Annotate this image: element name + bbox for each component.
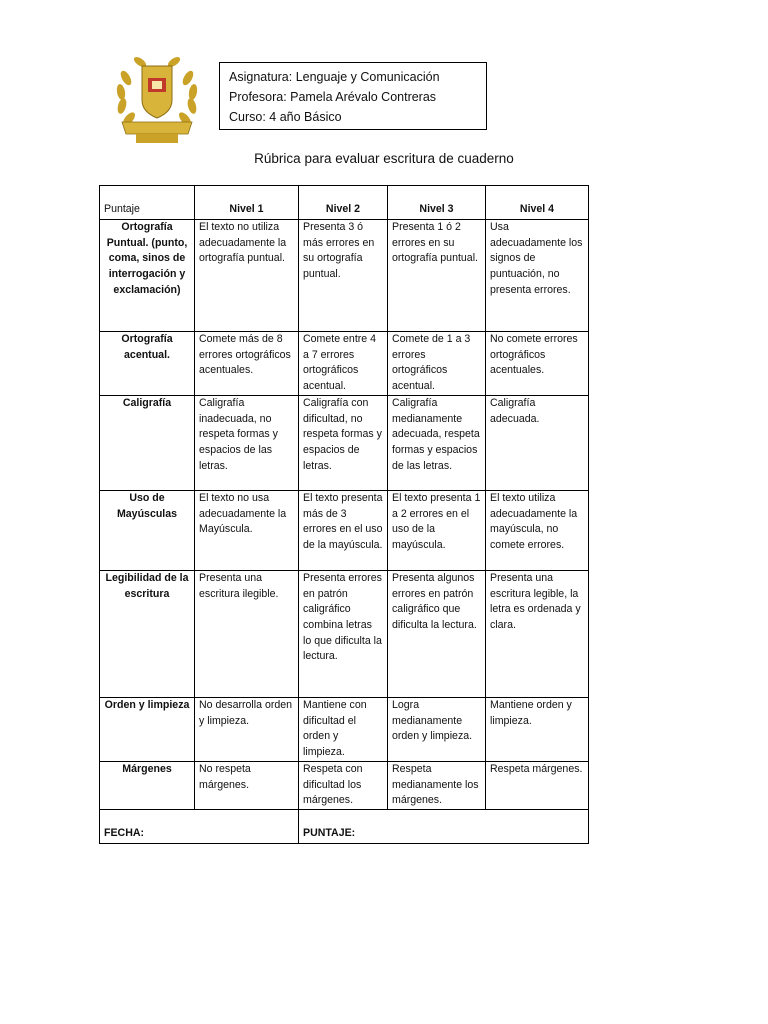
level-cell: Presenta errores en patrón caligráfico combina letras lo que dificulta la lectura. <box>299 570 388 697</box>
level-cell: Caligrafía inadecuada, no respeta formas y espacios de las letras. <box>195 395 299 490</box>
level-cell: Comete entre 4 a 7 errores ortográficos acentual. <box>299 332 388 396</box>
criterion-cell: Ortografía acentual. <box>100 332 195 396</box>
score-header: Puntaje <box>100 186 195 220</box>
level-cell: Presenta 3 ó más errores en su ortografía puntual. <box>299 220 388 332</box>
level-cell: El texto presenta 1 a 2 errores en el uso de la mayúscula. <box>388 490 486 570</box>
level-cell: Mantiene con dificultad el orden y limpieza. <box>299 697 388 761</box>
level-3-header: Nivel 3 <box>388 186 486 220</box>
teacher-line: Profesora: Pamela Arévalo Contreras <box>229 90 437 104</box>
table-row <box>100 395 589 490</box>
table-footer-row <box>100 809 589 843</box>
course-info-box <box>219 62 487 130</box>
criterion-cell: Ortografía Puntual. (punto, coma, sinos de interrogación y exclamación) <box>100 220 195 332</box>
level-cell: El texto no utiliza adecuadamente la ortografía puntual. <box>195 220 299 332</box>
level-cell: Comete de 1 a 3 errores ortográficos acentual. <box>388 332 486 396</box>
level-cell: Presenta 1 ó 2 errores en su ortografía puntual. <box>388 220 486 332</box>
subject-line: Asignatura: Lenguaje y Comunicación <box>229 70 440 84</box>
table-row <box>100 490 589 570</box>
document-title-text: Rúbrica para evaluar escritura de cuaderno <box>254 151 514 166</box>
level-cell: Presenta algunos errores en patrón caligráfico que dificulta la lectura. <box>388 570 486 697</box>
laurel-shield-icon <box>112 48 202 144</box>
level-cell: Presenta una escritura ilegible. <box>195 570 299 697</box>
criterion-cell: Legibilidad de la escritura <box>100 570 195 697</box>
level-cell: Mantiene orden y limpieza. <box>486 697 589 761</box>
level-1-header: Nivel 1 <box>195 186 299 220</box>
score-field: PUNTAJE: <box>299 809 589 843</box>
table-header-row <box>100 186 589 220</box>
level-cell: Usa adecuadamente los signos de puntuación, no presenta errores. <box>486 220 589 332</box>
level-4-header: Nivel 4 <box>486 186 589 220</box>
level-cell: Presenta una escritura legible, la letra es ordenada y clara. <box>486 570 589 697</box>
level-cell: Comete más de 8 errores ortográficos acentuales. <box>195 332 299 396</box>
date-field: FECHA: <box>100 809 299 843</box>
level-cell: Respeta con dificultad los márgenes. <box>299 761 388 809</box>
criterion-cell: Uso de Mayúsculas <box>100 490 195 570</box>
table-row <box>100 761 589 809</box>
table-row <box>100 220 589 332</box>
level-cell: Respeta márgenes. <box>486 761 589 809</box>
criterion-cell: Caligrafía <box>100 395 195 490</box>
table-row <box>100 697 589 761</box>
level-cell: Logra medianamente orden y limpieza. <box>388 697 486 761</box>
course-line: Curso: 4 año Básico <box>229 110 342 124</box>
criterion-cell: Márgenes <box>100 761 195 809</box>
school-logo <box>112 48 202 144</box>
level-cell: Caligrafía medianamente adecuada, respeta formas y espacios de las letras. <box>388 395 486 490</box>
rubric-table <box>99 185 589 844</box>
criterion-cell: Orden y limpieza <box>100 697 195 761</box>
table-row <box>100 332 589 396</box>
level-cell: El texto no usa adecuadamente la Mayúscula. <box>195 490 299 570</box>
level-cell: No desarrolla orden y limpieza. <box>195 697 299 761</box>
level-cell: No respeta márgenes. <box>195 761 299 809</box>
level-cell: Respeta medianamente los márgenes. <box>388 761 486 809</box>
document-title <box>0 151 768 166</box>
level-cell: No comete errores ortográficos acentuales. <box>486 332 589 396</box>
level-cell: Caligrafía adecuada. <box>486 395 589 490</box>
level-cell: El texto utiliza adecuadamente la mayúscula, no comete errores. <box>486 490 589 570</box>
table-row <box>100 570 589 697</box>
level-cell: El texto presenta más de 3 errores en el uso de la mayúscula. <box>299 490 388 570</box>
level-cell: Caligrafía con dificultad, no respeta formas y espacios de letras. <box>299 395 388 490</box>
level-2-header: Nivel 2 <box>299 186 388 220</box>
